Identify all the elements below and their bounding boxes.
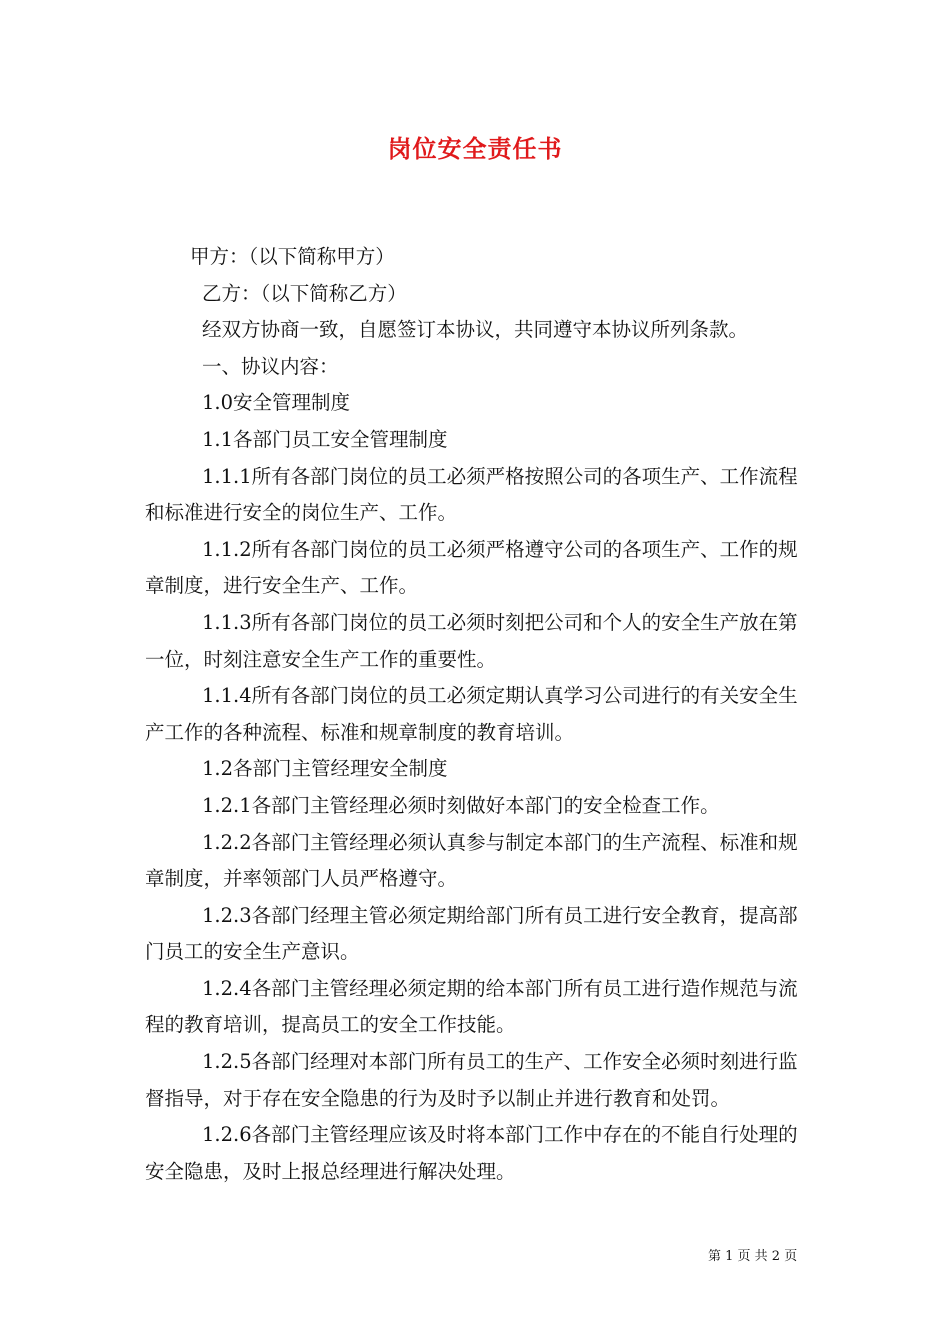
clause-1-2-2: 1.2.2各部门主管经理必须认真参与制定本部门的生产流程、标准和规章制度，并率领部门人员严格遵守。 (145, 830, 798, 891)
clause-1-1-4: 1.1.4所有各部门岗位的员工必须定期认真学习公司进行的有关安全生产工作的各种流程、标准和规章制度的教育培训。 (145, 684, 798, 744)
clause-1-2-4: 1.2.4各部门主管经理必须定期的给本部门所有员工进行造作规范与流程的教育培训，提高员工的安全工作技能。 (145, 976, 798, 1037)
clause-1-1-3: 1.1.3所有各部门岗位的员工必须时刻把公司和个人的安全生产放在第一位，时刻注意安全生产工作的重要性。 (145, 610, 798, 671)
clause-1-2-6: 1.2.6各部门主管经理应该及时将本部门工作中存在的不能自行处理的安全隐患，及时上报总经理进行解决处理。 (145, 1123, 798, 1183)
clause-1-1-1: 1.1.1所有各部门岗位的员工必须严格按照公司的各项生产、工作流程和标准进行安全的岗位生产、工作。 (145, 464, 798, 525)
document-title: 岗位安全责任书 (387, 134, 563, 163)
clause-1-2-3: 1.2.3各部门经理主管必须定期给部门所有员工进行安全教育，提高部门员工的安全生产意识。 (145, 903, 798, 964)
heading-1-2: 1.2各部门主管经理安全制度 (202, 757, 448, 781)
heading-1-1: 1.1各部门员工安全管理制度 (202, 427, 448, 451)
clause-1-2-1: 1.2.1各部门主管经理必须时刻做好本部门的安全检查工作。 (202, 793, 720, 817)
clause-1-2-5: 1.2.5各部门经理对本部门所有员工的生产、工作安全必须时刻进行监督指导，对于存在安全隐患的行为及时予以制止并进行教育和处罚。 (145, 1050, 798, 1110)
page-number: 第 1 页 共 2 页 (708, 1249, 798, 1264)
heading-1-0: 1.0安全管理制度 (202, 391, 351, 415)
party-a-line: 甲方：（以下简称甲方） (190, 245, 395, 268)
party-b-line: 乙方：（以下简称乙方） (202, 281, 407, 305)
intro-paragraph: 经双方协商一致，自愿签订本协议，共同遵守本协议所列条款。 (202, 318, 749, 342)
clause-1-1-2: 1.1.2所有各部门岗位的员工必须严格遵守公司的各项生产、工作的规章制度，进行安全生产、工作。 (145, 537, 798, 598)
document-body (145, 239, 810, 1190)
section-heading: 一、协议内容： (202, 354, 339, 378)
